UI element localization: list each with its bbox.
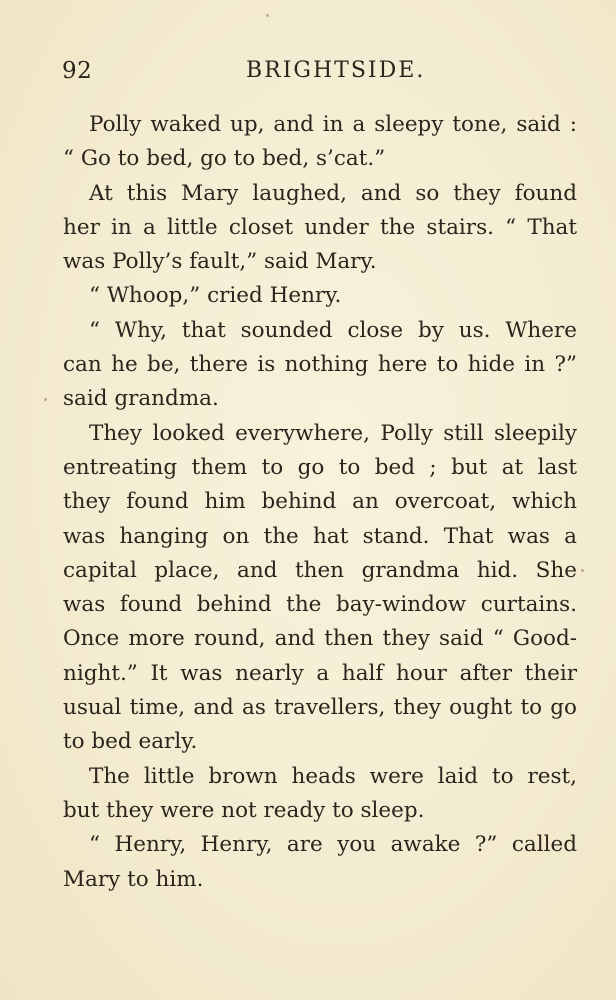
ink-speck	[581, 569, 584, 572]
body-text	[63, 108, 577, 897]
page-header	[62, 58, 578, 92]
text-line: At this Mary laughed, and so they found	[89, 180, 577, 206]
text-line: “ Why, that sounded close by us. Where	[89, 317, 577, 343]
text-line: “ Henry, Henry, are you awake ?” called	[89, 832, 577, 858]
running-head: BRIGHTSIDE.	[246, 58, 426, 83]
text-line: said grandma.	[63, 386, 219, 412]
text-line: but they were not ready to sleep.	[63, 797, 425, 823]
text-line: they found him behind an overcoat, which	[63, 489, 577, 515]
text-line: Mary to him.	[63, 866, 204, 892]
page-number: 92	[62, 58, 93, 84]
ink-speck	[266, 14, 269, 17]
text-line: They looked everywhere, Polly still sleepily	[89, 420, 577, 446]
text-line: to bed early.	[63, 729, 198, 755]
text-line: was hanging on the hat stand. That was a	[63, 523, 577, 549]
text-line: capital place, and then grandma hid. She	[63, 557, 577, 583]
text-line: entreating them to go to bed ; but at last	[63, 454, 577, 480]
text-line: “ Go to bed, go to bed, s’cat.”	[63, 146, 386, 172]
text-line: can he be, there is nothing here to hide in ?”	[63, 352, 577, 378]
text-line: usual time, and as travellers, they ought to go	[63, 695, 577, 721]
ink-speck	[44, 398, 47, 401]
text-line: was found behind the bay-window curtains.	[63, 592, 577, 618]
text-line: “ Whoop,” cried Henry.	[89, 283, 342, 309]
text-line: night.” It was nearly a half hour after their	[63, 660, 577, 686]
text-line: The little brown heads were laid to rest,	[89, 763, 577, 789]
text-line: was Polly’s fault,” said Mary.	[63, 249, 377, 275]
text-line: Polly waked up, and in a sleepy tone, said :	[89, 112, 577, 137]
text-line: Once more round, and then they said “ Good-	[63, 626, 577, 652]
text-line: her in a little closet under the stairs. “ That	[63, 214, 577, 240]
